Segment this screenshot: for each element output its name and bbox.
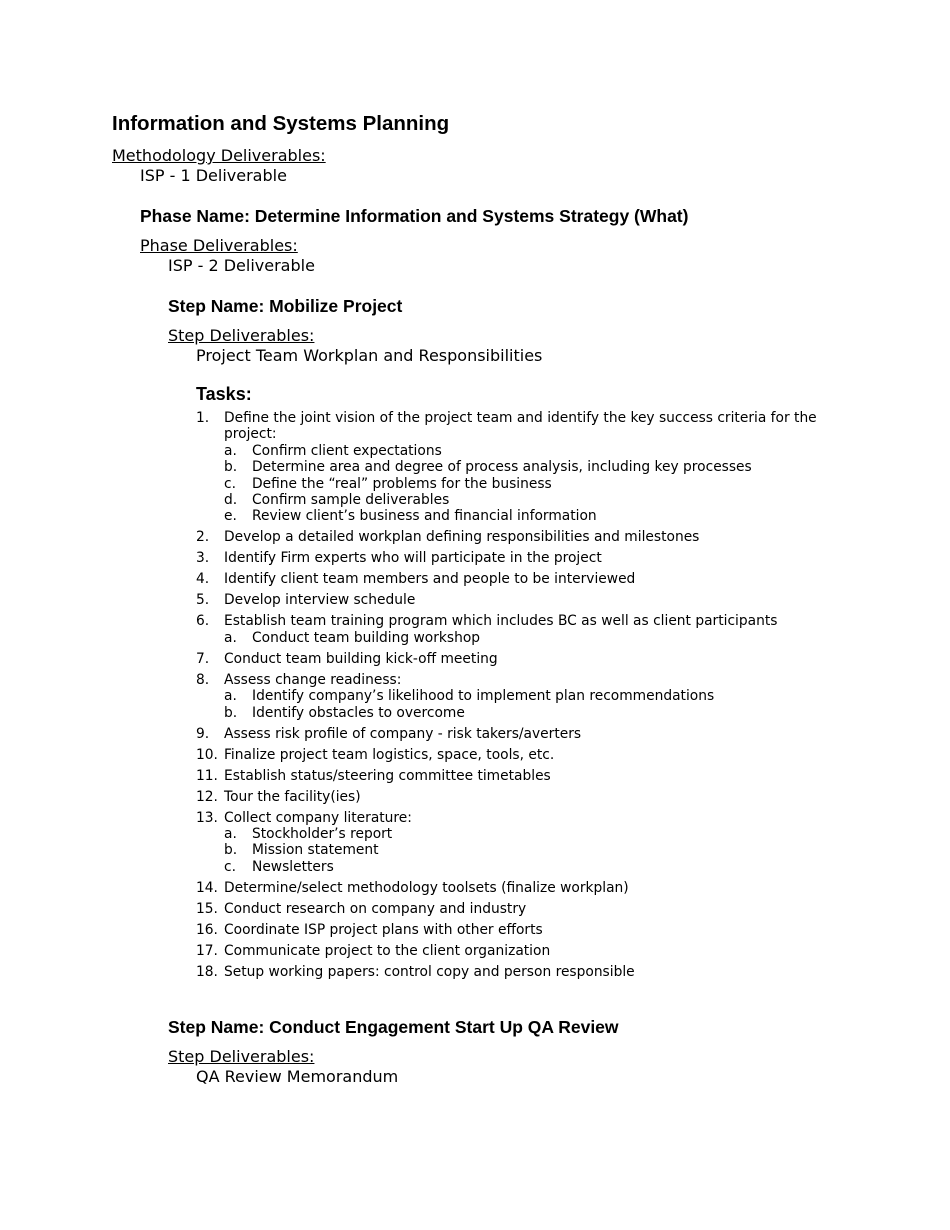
task-text: Conduct team building kick-off meeting	[224, 650, 498, 667]
subtask-item	[224, 842, 846, 858]
subtask-letter: c.	[224, 858, 236, 875]
task-text: Establish team training program which includes BC as well as client participants	[224, 613, 778, 630]
subtask-text: Review client’s business and financial information	[252, 508, 597, 525]
task-item	[196, 901, 846, 917]
task-number: 14.	[196, 879, 218, 896]
subtask-letter: c.	[224, 475, 236, 492]
subtask-letter: a.	[224, 442, 237, 459]
task-number: 18.	[196, 963, 218, 980]
phase-deliverables-label: Phase Deliverables:	[140, 236, 298, 255]
subtask-text: Conduct team building workshop	[252, 629, 481, 646]
subtask-item	[224, 476, 846, 492]
subtask-letter: a.	[224, 629, 237, 646]
task-number: 1.	[196, 410, 210, 426]
task-item	[196, 726, 846, 742]
step-deliverables-label: Step Deliverables:	[168, 326, 315, 345]
subtask-letter: a.	[224, 826, 237, 843]
task-text: Assess change readiness:	[224, 671, 402, 688]
task-number: 13.	[196, 809, 218, 826]
task-item	[196, 768, 846, 784]
step-deliverable: Project Team Workplan and Responsibilities	[196, 346, 543, 365]
document-title: Information and Systems Planning	[112, 112, 450, 135]
subtask-letter: b.	[224, 704, 238, 721]
subtask-item	[224, 705, 846, 721]
task-number: 16.	[196, 921, 218, 938]
task-text: Determine/select methodology toolsets (finalize workplan)	[224, 879, 629, 896]
step-deliverables-label-2: Step Deliverables:	[168, 1047, 315, 1066]
subtask-letter: a.	[224, 688, 237, 705]
step-name-heading: Step Name: Mobilize Project	[168, 296, 403, 316]
task-text: Develop interview schedule	[224, 592, 416, 609]
task-number: 6.	[196, 613, 210, 630]
task-text: Define the joint vision of the project team and identify the key success criteria for the project:	[224, 410, 817, 443]
task-item	[196, 592, 846, 608]
task-item	[196, 747, 846, 763]
phase-deliverable: ISP - 2 Deliverable	[168, 256, 315, 275]
tasks-heading: Tasks:	[196, 384, 252, 404]
subtask-text: Mission statement	[252, 842, 379, 859]
methodology-deliverable: ISP - 1 Deliverable	[140, 166, 287, 185]
subtask-list	[224, 630, 846, 646]
subtask-letter: e.	[224, 508, 237, 525]
task-number: 15.	[196, 900, 218, 917]
phase-name-heading: Phase Name: Determine Information and Systems Strategy (What)	[140, 206, 689, 226]
subtask-list	[224, 826, 846, 875]
subtask-item	[224, 688, 846, 704]
subtask-text: Identify obstacles to overcome	[252, 704, 465, 721]
task-text: Tour the facility(ies)	[224, 788, 361, 805]
subtask-item	[224, 826, 846, 842]
task-item	[196, 880, 846, 896]
task-text: Finalize project team logistics, space, tools, etc.	[224, 746, 555, 763]
task-number: 3.	[196, 550, 210, 567]
subtask-item	[224, 492, 846, 508]
task-text: Coordinate ISP project plans with other efforts	[224, 921, 543, 938]
task-text: Assess risk profile of company - risk takers/averters	[224, 725, 582, 742]
subtask-text: Identify company’s likelihood to implement plan recommendations	[252, 688, 715, 705]
subtask-text: Newsletters	[252, 858, 334, 875]
task-number: 7.	[196, 650, 210, 667]
task-number: 17.	[196, 942, 218, 959]
subtask-list	[224, 443, 846, 525]
subtask-item	[224, 630, 846, 646]
subtask-letter: d.	[224, 492, 238, 509]
task-text: Identify client team members and people to be interviewed	[224, 571, 636, 588]
task-number: 5.	[196, 592, 210, 609]
task-item	[196, 651, 846, 667]
subtask-text: Stockholder’s report	[252, 826, 393, 843]
subtask-text: Determine area and degree of process analysis, including key processes	[252, 459, 752, 476]
subtask-text: Confirm sample deliverables	[252, 492, 450, 509]
task-number: 10.	[196, 746, 218, 763]
task-item	[196, 672, 846, 721]
task-number: 11.	[196, 767, 218, 784]
task-item	[196, 529, 846, 545]
task-number: 8.	[196, 671, 210, 688]
task-number: 2.	[196, 529, 210, 546]
task-text: Identify Firm experts who will participate in the project	[224, 550, 602, 567]
task-item	[196, 571, 846, 587]
subtask-item	[224, 443, 846, 459]
subtask-item	[224, 459, 846, 475]
task-number: 4.	[196, 571, 210, 588]
task-item	[196, 613, 846, 646]
task-number: 12.	[196, 788, 218, 805]
task-text: Conduct research on company and industry	[224, 900, 527, 917]
task-text: Setup working papers: control copy and person responsible	[224, 963, 635, 980]
step-deliverable-2: QA Review Memorandum	[196, 1067, 399, 1086]
step-name-heading-2: Step Name: Conduct Engagement Start Up QA Review	[168, 1017, 619, 1037]
task-text: Collect company literature:	[224, 809, 412, 826]
methodology-deliverables-label: Methodology Deliverables:	[112, 146, 326, 165]
task-item	[196, 789, 846, 805]
subtask-text: Confirm client expectations	[252, 442, 442, 459]
subtask-letter: b.	[224, 459, 238, 476]
task-item	[196, 964, 846, 980]
task-item	[196, 810, 846, 876]
task-number: 9.	[196, 725, 210, 742]
task-item	[196, 922, 846, 938]
task-item	[196, 943, 846, 959]
subtask-item	[224, 859, 846, 875]
task-text: Communicate project to the client organization	[224, 942, 551, 959]
tasks-list	[196, 410, 846, 985]
subtask-list	[224, 688, 846, 721]
subtask-text: Define the “real” problems for the business	[252, 475, 552, 492]
task-text: Establish status/steering committee timetables	[224, 767, 551, 784]
subtask-letter: b.	[224, 842, 238, 859]
task-item	[196, 410, 846, 525]
task-text: Develop a detailed workplan defining responsibilities and milestones	[224, 529, 700, 546]
subtask-item	[224, 508, 846, 524]
task-item	[196, 550, 846, 566]
